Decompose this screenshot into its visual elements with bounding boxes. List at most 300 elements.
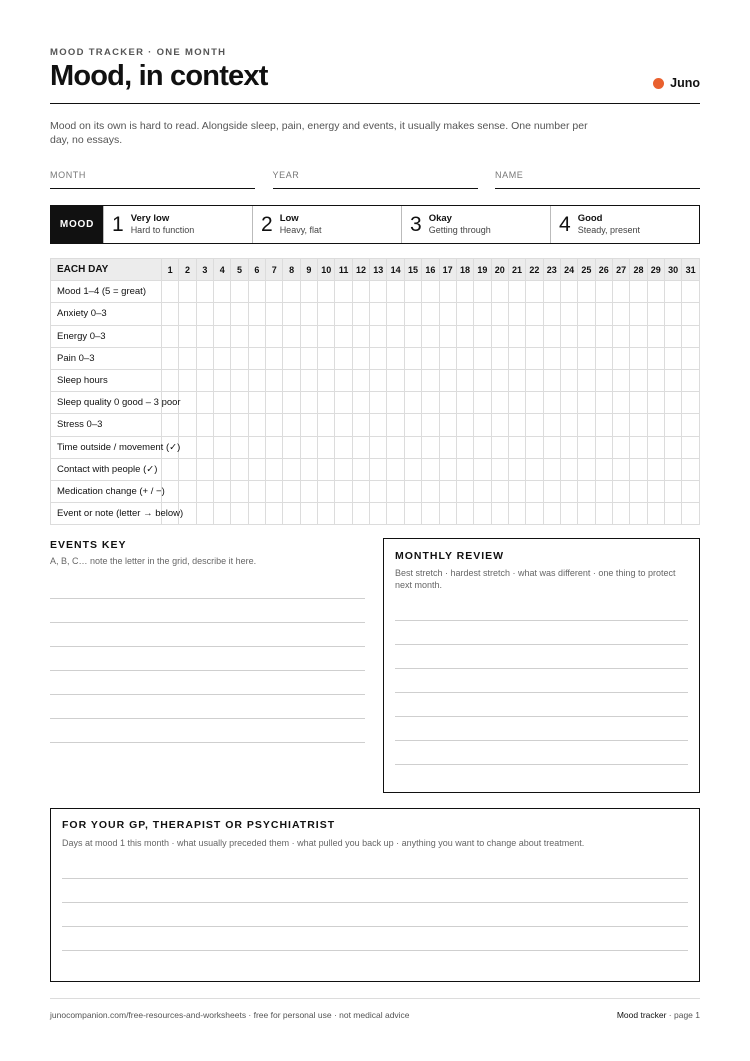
day-cell[interactable] [630, 480, 647, 502]
day-cell[interactable] [474, 347, 491, 369]
day-cell[interactable] [352, 436, 369, 458]
day-cell[interactable] [404, 303, 421, 325]
day-cell[interactable] [370, 303, 387, 325]
day-cell[interactable] [526, 480, 543, 502]
day-cell[interactable] [595, 458, 612, 480]
day-cell[interactable] [526, 303, 543, 325]
day-cell[interactable] [543, 414, 560, 436]
day-cell[interactable] [664, 281, 681, 303]
day-cell[interactable] [612, 392, 629, 414]
writing-line[interactable] [50, 622, 365, 623]
day-cell[interactable] [560, 303, 577, 325]
day-cell[interactable] [560, 369, 577, 391]
day-cell[interactable] [179, 414, 196, 436]
day-cell[interactable] [560, 503, 577, 525]
day-cell[interactable] [231, 458, 248, 480]
day-cell[interactable] [387, 369, 404, 391]
day-cell[interactable] [456, 347, 473, 369]
day-cell[interactable] [248, 325, 265, 347]
day-cell[interactable] [508, 281, 525, 303]
day-cell[interactable] [214, 281, 231, 303]
day-cell[interactable] [491, 392, 508, 414]
day-cell[interactable] [352, 503, 369, 525]
day-cell[interactable] [162, 369, 179, 391]
day-cell[interactable] [196, 480, 213, 502]
day-cell[interactable] [664, 503, 681, 525]
day-cell[interactable] [560, 436, 577, 458]
day-cell[interactable] [595, 436, 612, 458]
day-cell[interactable] [439, 369, 456, 391]
day-cell[interactable] [300, 303, 317, 325]
day-cell[interactable] [491, 347, 508, 369]
day-cell[interactable] [422, 458, 439, 480]
day-cell[interactable] [612, 281, 629, 303]
day-cell[interactable] [266, 392, 283, 414]
month-field[interactable]: MONTH [50, 170, 255, 189]
day-cell[interactable] [456, 503, 473, 525]
day-cell[interactable] [422, 303, 439, 325]
day-cell[interactable] [352, 325, 369, 347]
writing-line[interactable] [395, 692, 688, 693]
day-cell[interactable] [404, 369, 421, 391]
day-cell[interactable] [283, 480, 300, 502]
day-cell[interactable] [422, 281, 439, 303]
day-cell[interactable] [231, 414, 248, 436]
day-cell[interactable] [595, 303, 612, 325]
day-cell[interactable] [508, 369, 525, 391]
day-cell[interactable] [300, 436, 317, 458]
day-cell[interactable] [370, 347, 387, 369]
day-cell[interactable] [630, 414, 647, 436]
day-cell[interactable] [300, 414, 317, 436]
writing-line[interactable] [395, 764, 688, 765]
day-cell[interactable] [491, 325, 508, 347]
day-cell[interactable] [248, 436, 265, 458]
day-cell[interactable] [560, 458, 577, 480]
day-cell[interactable] [387, 480, 404, 502]
day-cell[interactable] [456, 369, 473, 391]
day-cell[interactable] [318, 303, 335, 325]
day-cell[interactable] [162, 347, 179, 369]
day-cell[interactable] [612, 503, 629, 525]
day-cell[interactable] [508, 503, 525, 525]
day-cell[interactable] [474, 436, 491, 458]
day-cell[interactable] [179, 303, 196, 325]
day-cell[interactable] [179, 347, 196, 369]
day-cell[interactable] [404, 414, 421, 436]
day-cell[interactable] [578, 414, 595, 436]
day-cell[interactable] [214, 480, 231, 502]
day-cell[interactable] [404, 480, 421, 502]
day-cell[interactable] [352, 369, 369, 391]
day-cell[interactable] [300, 281, 317, 303]
writing-line[interactable] [395, 740, 688, 741]
day-cell[interactable] [283, 458, 300, 480]
day-cell[interactable] [526, 414, 543, 436]
day-cell[interactable] [335, 436, 352, 458]
day-cell[interactable] [352, 347, 369, 369]
day-cell[interactable] [248, 480, 265, 502]
day-cell[interactable] [266, 325, 283, 347]
writing-line[interactable] [50, 670, 365, 671]
day-cell[interactable] [335, 480, 352, 502]
day-cell[interactable] [214, 347, 231, 369]
day-cell[interactable] [387, 392, 404, 414]
day-cell[interactable] [318, 392, 335, 414]
day-cell[interactable] [543, 303, 560, 325]
day-cell[interactable] [196, 503, 213, 525]
day-cell[interactable] [214, 436, 231, 458]
day-cell[interactable] [283, 281, 300, 303]
day-cell[interactable] [266, 480, 283, 502]
day-cell[interactable] [560, 325, 577, 347]
writing-line[interactable] [50, 742, 365, 743]
day-cell[interactable] [630, 347, 647, 369]
day-cell[interactable] [474, 414, 491, 436]
day-cell[interactable] [526, 281, 543, 303]
day-cell[interactable] [196, 458, 213, 480]
day-cell[interactable] [647, 436, 664, 458]
day-cell[interactable] [508, 414, 525, 436]
day-cell[interactable] [630, 436, 647, 458]
day-cell[interactable] [422, 325, 439, 347]
writing-line[interactable] [50, 694, 365, 695]
day-cell[interactable] [370, 480, 387, 502]
day-cell[interactable] [526, 325, 543, 347]
day-cell[interactable] [352, 303, 369, 325]
day-cell[interactable] [231, 281, 248, 303]
day-cell[interactable] [231, 480, 248, 502]
day-cell[interactable] [318, 458, 335, 480]
day-cell[interactable] [630, 392, 647, 414]
day-cell[interactable] [474, 281, 491, 303]
day-cell[interactable] [682, 392, 700, 414]
day-cell[interactable] [370, 458, 387, 480]
day-cell[interactable] [248, 414, 265, 436]
day-cell[interactable] [543, 325, 560, 347]
day-cell[interactable] [682, 503, 700, 525]
day-cell[interactable] [266, 436, 283, 458]
day-cell[interactable] [335, 281, 352, 303]
day-cell[interactable] [612, 369, 629, 391]
day-cell[interactable] [318, 325, 335, 347]
day-cell[interactable] [214, 414, 231, 436]
day-cell[interactable] [248, 303, 265, 325]
day-cell[interactable] [387, 414, 404, 436]
day-cell[interactable] [543, 480, 560, 502]
day-cell[interactable] [422, 414, 439, 436]
day-cell[interactable] [526, 369, 543, 391]
day-cell[interactable] [560, 281, 577, 303]
day-cell[interactable] [578, 480, 595, 502]
day-cell[interactable] [543, 347, 560, 369]
day-cell[interactable] [647, 281, 664, 303]
day-cell[interactable] [474, 303, 491, 325]
day-cell[interactable] [439, 325, 456, 347]
day-cell[interactable] [491, 281, 508, 303]
day-cell[interactable] [196, 436, 213, 458]
day-cell[interactable] [318, 369, 335, 391]
day-cell[interactable] [300, 392, 317, 414]
day-cell[interactable] [612, 347, 629, 369]
day-cell[interactable] [404, 325, 421, 347]
day-cell[interactable] [560, 392, 577, 414]
day-cell[interactable] [196, 325, 213, 347]
day-cell[interactable] [370, 281, 387, 303]
day-cell[interactable] [682, 325, 700, 347]
day-cell[interactable] [439, 347, 456, 369]
day-cell[interactable] [335, 414, 352, 436]
day-cell[interactable] [578, 503, 595, 525]
day-cell[interactable] [630, 303, 647, 325]
day-cell[interactable] [595, 347, 612, 369]
day-cell[interactable] [231, 325, 248, 347]
day-cell[interactable] [664, 369, 681, 391]
day-cell[interactable] [578, 325, 595, 347]
day-cell[interactable] [283, 503, 300, 525]
day-cell[interactable] [612, 325, 629, 347]
day-cell[interactable] [162, 414, 179, 436]
day-cell[interactable] [560, 414, 577, 436]
day-cell[interactable] [508, 303, 525, 325]
day-cell[interactable] [318, 281, 335, 303]
day-cell[interactable] [179, 436, 196, 458]
day-cell[interactable] [352, 458, 369, 480]
day-cell[interactable] [214, 458, 231, 480]
day-cell[interactable] [630, 281, 647, 303]
day-cell[interactable] [578, 436, 595, 458]
day-cell[interactable] [456, 303, 473, 325]
day-cell[interactable] [491, 480, 508, 502]
day-cell[interactable] [508, 325, 525, 347]
day-cell[interactable] [370, 503, 387, 525]
day-cell[interactable] [162, 458, 179, 480]
day-cell[interactable] [283, 369, 300, 391]
day-cell[interactable] [266, 281, 283, 303]
writing-line[interactable] [50, 598, 365, 599]
day-cell[interactable] [162, 281, 179, 303]
day-cell[interactable] [404, 436, 421, 458]
day-cell[interactable] [214, 303, 231, 325]
day-cell[interactable] [404, 281, 421, 303]
day-cell[interactable] [370, 436, 387, 458]
day-cell[interactable] [595, 325, 612, 347]
day-cell[interactable] [630, 503, 647, 525]
day-cell[interactable] [214, 369, 231, 391]
day-cell[interactable] [439, 503, 456, 525]
day-cell[interactable] [439, 458, 456, 480]
day-cell[interactable] [300, 325, 317, 347]
day-cell[interactable] [283, 325, 300, 347]
day-cell[interactable] [248, 458, 265, 480]
day-cell[interactable] [612, 303, 629, 325]
day-cell[interactable] [595, 503, 612, 525]
day-cell[interactable] [508, 480, 525, 502]
writing-line[interactable] [395, 644, 688, 645]
day-cell[interactable] [508, 458, 525, 480]
day-cell[interactable] [318, 347, 335, 369]
day-cell[interactable] [474, 369, 491, 391]
day-cell[interactable] [664, 303, 681, 325]
day-cell[interactable] [439, 392, 456, 414]
day-cell[interactable] [370, 414, 387, 436]
day-cell[interactable] [682, 347, 700, 369]
day-cell[interactable] [318, 480, 335, 502]
day-cell[interactable] [612, 436, 629, 458]
day-cell[interactable] [647, 325, 664, 347]
day-cell[interactable] [231, 436, 248, 458]
day-cell[interactable] [543, 281, 560, 303]
day-cell[interactable] [682, 369, 700, 391]
day-cell[interactable] [630, 325, 647, 347]
day-cell[interactable] [404, 458, 421, 480]
day-cell[interactable] [491, 369, 508, 391]
day-cell[interactable] [543, 369, 560, 391]
day-cell[interactable] [422, 392, 439, 414]
day-cell[interactable] [266, 347, 283, 369]
writing-line[interactable] [50, 646, 365, 647]
day-cell[interactable] [283, 347, 300, 369]
day-cell[interactable] [266, 503, 283, 525]
day-cell[interactable] [456, 414, 473, 436]
writing-line[interactable] [62, 950, 688, 951]
day-cell[interactable] [682, 281, 700, 303]
day-cell[interactable] [387, 303, 404, 325]
day-cell[interactable] [335, 503, 352, 525]
day-cell[interactable] [647, 458, 664, 480]
day-cell[interactable] [422, 503, 439, 525]
day-cell[interactable] [664, 414, 681, 436]
day-cell[interactable] [318, 503, 335, 525]
day-cell[interactable] [474, 458, 491, 480]
day-cell[interactable] [352, 281, 369, 303]
day-cell[interactable] [179, 392, 196, 414]
day-cell[interactable] [543, 503, 560, 525]
day-cell[interactable] [647, 392, 664, 414]
day-cell[interactable] [595, 480, 612, 502]
day-cell[interactable] [352, 414, 369, 436]
day-cell[interactable] [682, 480, 700, 502]
day-cell[interactable] [682, 458, 700, 480]
day-cell[interactable] [508, 436, 525, 458]
day-cell[interactable] [664, 392, 681, 414]
name-field[interactable]: NAME [495, 170, 700, 189]
day-cell[interactable] [595, 369, 612, 391]
day-cell[interactable] [404, 347, 421, 369]
day-cell[interactable] [387, 436, 404, 458]
day-cell[interactable] [647, 303, 664, 325]
day-cell[interactable] [283, 392, 300, 414]
day-cell[interactable] [612, 458, 629, 480]
day-cell[interactable] [682, 414, 700, 436]
day-cell[interactable] [543, 458, 560, 480]
day-cell[interactable] [266, 369, 283, 391]
day-cell[interactable] [318, 414, 335, 436]
day-cell[interactable] [491, 458, 508, 480]
writing-line[interactable] [395, 716, 688, 717]
day-cell[interactable] [214, 503, 231, 525]
day-cell[interactable] [595, 392, 612, 414]
day-cell[interactable] [352, 480, 369, 502]
day-cell[interactable] [647, 480, 664, 502]
writing-line[interactable] [62, 902, 688, 903]
day-cell[interactable] [647, 347, 664, 369]
day-cell[interactable] [474, 480, 491, 502]
day-cell[interactable] [318, 436, 335, 458]
day-cell[interactable] [422, 347, 439, 369]
day-cell[interactable] [456, 325, 473, 347]
day-cell[interactable] [543, 392, 560, 414]
day-cell[interactable] [179, 480, 196, 502]
day-cell[interactable] [387, 347, 404, 369]
day-cell[interactable] [439, 436, 456, 458]
day-cell[interactable] [630, 369, 647, 391]
day-cell[interactable] [214, 325, 231, 347]
day-cell[interactable] [647, 414, 664, 436]
day-cell[interactable] [283, 303, 300, 325]
day-cell[interactable] [439, 480, 456, 502]
writing-line[interactable] [50, 718, 365, 719]
day-cell[interactable] [404, 392, 421, 414]
day-cell[interactable] [196, 347, 213, 369]
day-cell[interactable] [248, 281, 265, 303]
day-cell[interactable] [248, 392, 265, 414]
day-cell[interactable] [283, 436, 300, 458]
day-cell[interactable] [179, 281, 196, 303]
writing-line[interactable] [395, 620, 688, 621]
day-cell[interactable] [352, 392, 369, 414]
day-cell[interactable] [248, 347, 265, 369]
day-cell[interactable] [335, 369, 352, 391]
day-cell[interactable] [664, 436, 681, 458]
day-cell[interactable] [370, 392, 387, 414]
day-cell[interactable] [283, 414, 300, 436]
day-cell[interactable] [508, 392, 525, 414]
day-cell[interactable] [162, 325, 179, 347]
day-cell[interactable] [456, 392, 473, 414]
day-cell[interactable] [456, 436, 473, 458]
day-cell[interactable] [300, 347, 317, 369]
day-cell[interactable] [526, 503, 543, 525]
day-cell[interactable] [578, 281, 595, 303]
day-cell[interactable] [682, 303, 700, 325]
day-cell[interactable] [231, 347, 248, 369]
day-cell[interactable] [526, 436, 543, 458]
day-cell[interactable] [335, 392, 352, 414]
day-cell[interactable] [179, 369, 196, 391]
day-cell[interactable] [491, 436, 508, 458]
day-cell[interactable] [387, 281, 404, 303]
day-cell[interactable] [560, 480, 577, 502]
writing-line[interactable] [62, 878, 688, 879]
day-cell[interactable] [370, 325, 387, 347]
day-cell[interactable] [560, 347, 577, 369]
day-cell[interactable] [387, 325, 404, 347]
writing-line[interactable] [395, 668, 688, 669]
day-cell[interactable] [526, 347, 543, 369]
day-cell[interactable] [491, 303, 508, 325]
day-cell[interactable] [630, 458, 647, 480]
day-cell[interactable] [664, 347, 681, 369]
day-cell[interactable] [335, 303, 352, 325]
day-cell[interactable] [370, 369, 387, 391]
day-cell[interactable] [543, 436, 560, 458]
day-cell[interactable] [595, 281, 612, 303]
day-cell[interactable] [196, 303, 213, 325]
day-cell[interactable] [404, 503, 421, 525]
day-cell[interactable] [526, 392, 543, 414]
day-cell[interactable] [508, 347, 525, 369]
